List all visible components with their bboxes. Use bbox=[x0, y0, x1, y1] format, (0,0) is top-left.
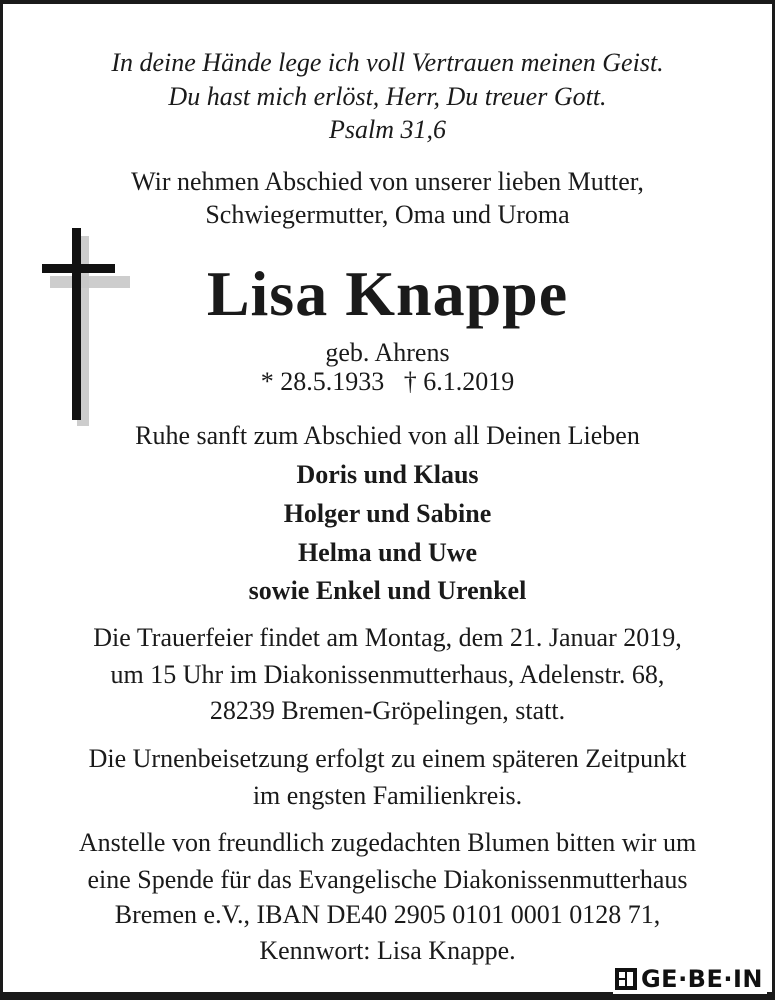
logo-text: GE·BE·IN bbox=[640, 965, 763, 993]
deceased-name: Lisa Knappe bbox=[206, 258, 569, 329]
intro-line-2: Schwiegermutter, Oma und Uroma bbox=[205, 200, 570, 229]
donation-line-1: Anstelle von freundlich zugedachten Blumen bitten wir um bbox=[78, 828, 697, 857]
motto-line-1: In deine Hände lege ich voll Vertrauen meinen Geist. bbox=[111, 48, 664, 77]
gebein-logo-icon bbox=[615, 968, 637, 990]
mourner-name: Doris und Klaus bbox=[296, 460, 479, 489]
mourners-intro: Ruhe sanft zum Abschied von all Deinen Lieben bbox=[135, 421, 640, 450]
burial-line-1: Die Urnenbeisetzung erfolgt zu einem späteren Zeitpunkt bbox=[88, 744, 687, 773]
birth-name: geb. Ahrens bbox=[325, 338, 450, 367]
donation-line-2: eine Spende für das Evangelische Diakonissenmutterhaus bbox=[87, 865, 688, 894]
mourner-name: Helma und Uwe bbox=[297, 538, 478, 567]
mourner-name: sowie Enkel und Urenkel bbox=[248, 576, 527, 605]
funeral-line-3: 28239 Bremen-Gröpelingen, statt. bbox=[209, 696, 566, 725]
mourner-name: Holger und Sabine bbox=[283, 499, 492, 528]
donation-line-4: Kennwort: Lisa Knappe. bbox=[259, 936, 516, 965]
funeral-line-2: um 15 Uhr im Diakonissenmutterhaus, Adelenstr. 68, bbox=[110, 660, 665, 689]
burial-line-2: im engsten Familienkreis. bbox=[252, 781, 523, 810]
funeral-line-1: Die Trauerfeier findet am Montag, dem 21. Januar 2019, bbox=[93, 623, 682, 652]
life-dates: * 28.5.1933 † 6.1.2019 bbox=[260, 367, 515, 396]
motto-line-2: Du hast mich erlöst, Herr, Du treuer Gott. bbox=[168, 82, 607, 111]
intro-line-1: Wir nehmen Abschied von unserer lieben Mutter, bbox=[131, 167, 644, 196]
motto-line-3: Psalm 31,6 bbox=[329, 115, 446, 144]
donation-line-3: Bremen e.V., IBAN DE40 2905 0101 0001 0128 71, bbox=[114, 900, 661, 929]
publisher-logo bbox=[613, 964, 767, 994]
